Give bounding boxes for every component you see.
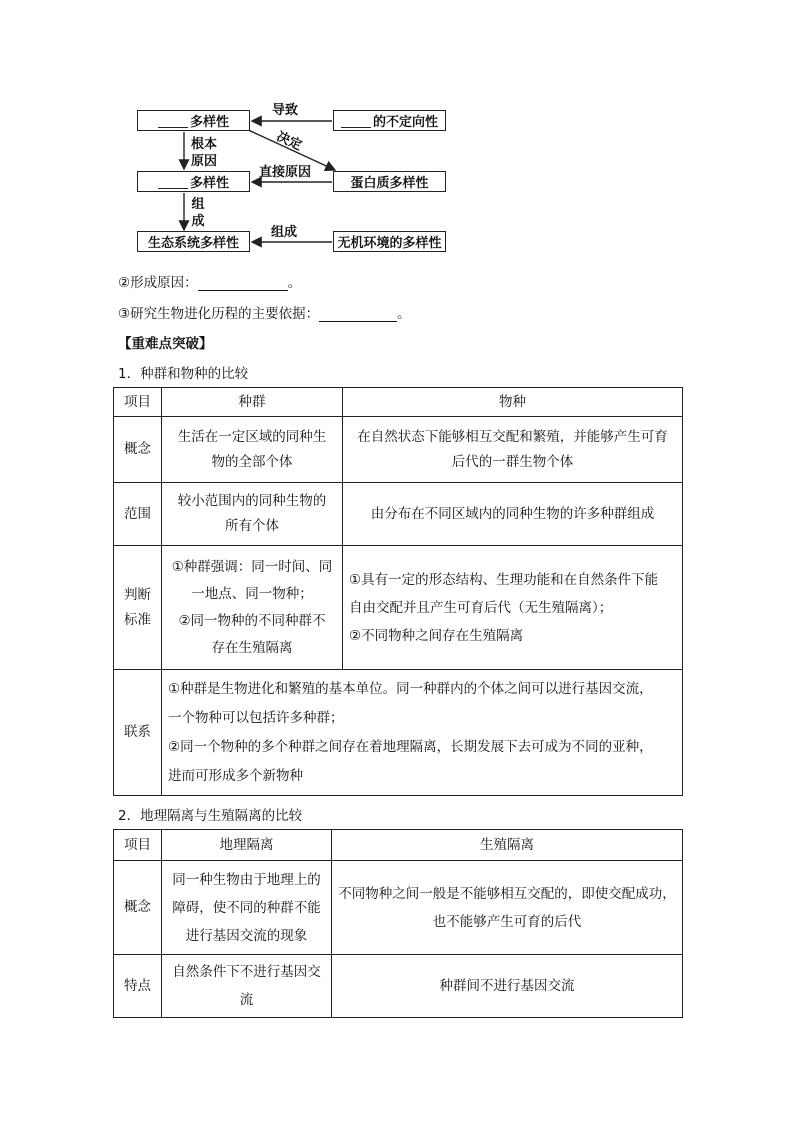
table-row: [114, 483, 683, 546]
cell-line: 流: [239, 992, 254, 1008]
box-bottom-right: [333, 231, 446, 252]
header-cell: 项目: [114, 388, 162, 417]
cell-line: 障碍，使不同的种群不能: [172, 899, 321, 916]
geo-cell: [162, 955, 332, 1018]
species-cell: [343, 483, 683, 546]
item-cell: 概念: [114, 417, 162, 483]
cell-line: 存在生殖隔离: [211, 639, 293, 656]
species-cell: [343, 417, 683, 483]
table-row: [114, 955, 683, 1018]
table2-caption: 2．地理隔离与生殖隔离的比较: [118, 808, 303, 824]
cell-line: 所有个体: [225, 518, 279, 534]
cell-line: 自由交配并且产生可育后代（无生殖隔离）；: [349, 599, 613, 616]
diagram-arrows: [0, 0, 794, 270]
label-decide: 决定: [274, 129, 304, 154]
item-cell: 特点: [114, 955, 162, 1018]
box-bottom-right-text: 无机环境的多样性: [337, 236, 442, 251]
species-cell: [343, 546, 683, 670]
cell-line: ①具有一定的形态结构、生理功能和在自然条件下能: [349, 571, 659, 588]
isolation-table: [113, 829, 683, 1018]
box-mid-left-text: 多样性: [189, 176, 229, 191]
answer-blank[interactable]: [319, 307, 397, 322]
label-compose-h: 组成: [271, 225, 298, 240]
repro-cell: [332, 955, 683, 1018]
cell-line: 进行基因交流的现象: [185, 927, 308, 944]
cell-line: ①种群强调：同一时间、同: [171, 558, 333, 575]
cell-line: 不同物种之间一般是不能够相互交配的，即使交配成功，: [338, 885, 676, 902]
table1-caption: 1．种群和物种的比较: [118, 366, 249, 382]
fill-blank: [158, 175, 188, 189]
table-row: [114, 546, 683, 670]
box-top-left: [137, 110, 250, 131]
question-2-text: ②形成原因：: [118, 275, 198, 291]
item-cell: 联系: [114, 670, 162, 796]
label-compose-v1: 组: [191, 197, 205, 212]
relation-cell: [162, 670, 683, 796]
header-cell: 生殖隔离: [332, 830, 683, 861]
box-top-left-text: 多样性: [189, 115, 229, 130]
table-header-row: [114, 830, 683, 861]
box-mid-right: [333, 171, 446, 192]
table-header-row: [114, 388, 683, 417]
item-cell: 概念: [114, 861, 162, 955]
cell-line: 也不能够产生可育的后代: [432, 913, 582, 930]
box-bottom-left-text: 生态系统多样性: [147, 236, 239, 251]
population-cell: [162, 417, 343, 483]
fill-blank: [341, 114, 371, 128]
cell-line: 由分布在不同区域内的同种生物的许多种群组成: [370, 505, 655, 522]
cell-line: 同一种生物由于地理上的: [172, 871, 321, 888]
cell-line: 后代的一群生物个体: [451, 453, 574, 470]
answer-blank[interactable]: [198, 276, 288, 291]
question-3-text: ③研究生物进化历程的主要依据：: [118, 306, 320, 322]
label-cause: 导致: [272, 103, 299, 118]
header-cell: 地理隔离: [162, 830, 332, 861]
cell-line: 自然条件下不进行基因交: [172, 964, 321, 980]
section-heading: 【重难点突破】: [118, 336, 213, 352]
question-3-end: 。: [397, 306, 411, 322]
population-cell: [162, 483, 343, 546]
table-row: [114, 861, 683, 955]
box-mid-right-text: 蛋白质多样性: [350, 176, 429, 191]
item-cell: 范围: [114, 483, 162, 546]
cell-line: 生活在一定区域的同种生: [177, 428, 327, 445]
item-cell: [114, 546, 162, 670]
cell-line: 进而可形成多个新物种: [168, 767, 303, 784]
cell-line: 较小范围内的同种生物的: [177, 493, 327, 509]
label-root-1: 根本: [190, 137, 217, 152]
cell-line: ②同一个物种的多个种群之间存在着地理隔离，长期发展下去可成为不同的亚种，: [168, 738, 653, 755]
cell-line: 种群间不进行基因交流: [439, 977, 575, 994]
header-cell: 项目: [114, 830, 162, 861]
box-mid-left: [137, 171, 250, 192]
question-2: [118, 271, 301, 291]
cell-line: 标准: [124, 611, 151, 628]
table-row: [114, 670, 683, 796]
box-top-right: [333, 110, 446, 131]
cell-line: ②不同物种之间存在生殖隔离: [349, 627, 524, 644]
population-species-table: [113, 387, 683, 796]
cell-line: 判断: [124, 586, 151, 603]
header-cell: 物种: [343, 388, 683, 417]
cell-line: 物的全部个体: [211, 453, 293, 470]
fill-blank: [158, 114, 188, 128]
population-cell: [162, 546, 343, 670]
label-root-2: 原因: [190, 154, 217, 169]
cell-line: ①种群是生物进化和繁殖的基本单位。同一种群内的个体之间可以进行基因交流，: [168, 680, 653, 697]
box-bottom-left: [137, 231, 250, 252]
label-compose-v2: 成: [191, 214, 205, 229]
cell-line: 一个物种可以包括许多种群；: [168, 709, 344, 726]
label-direct: 直接原因: [259, 165, 312, 180]
cell-line: 一地点、同一物种；: [191, 585, 313, 602]
cell-line: ②同一物种的不同种群不: [178, 612, 326, 629]
question-3: [118, 302, 411, 322]
cell-line: 在自然状态下能够相互交配和繁殖，并能够产生可育: [357, 428, 668, 445]
box-top-right-text: 的不定向性: [372, 115, 438, 130]
question-2-end: 。: [287, 275, 302, 291]
geo-cell: [162, 861, 332, 955]
repro-cell: [332, 861, 683, 955]
header-cell: 种群: [162, 388, 343, 417]
table-row: [114, 417, 683, 483]
